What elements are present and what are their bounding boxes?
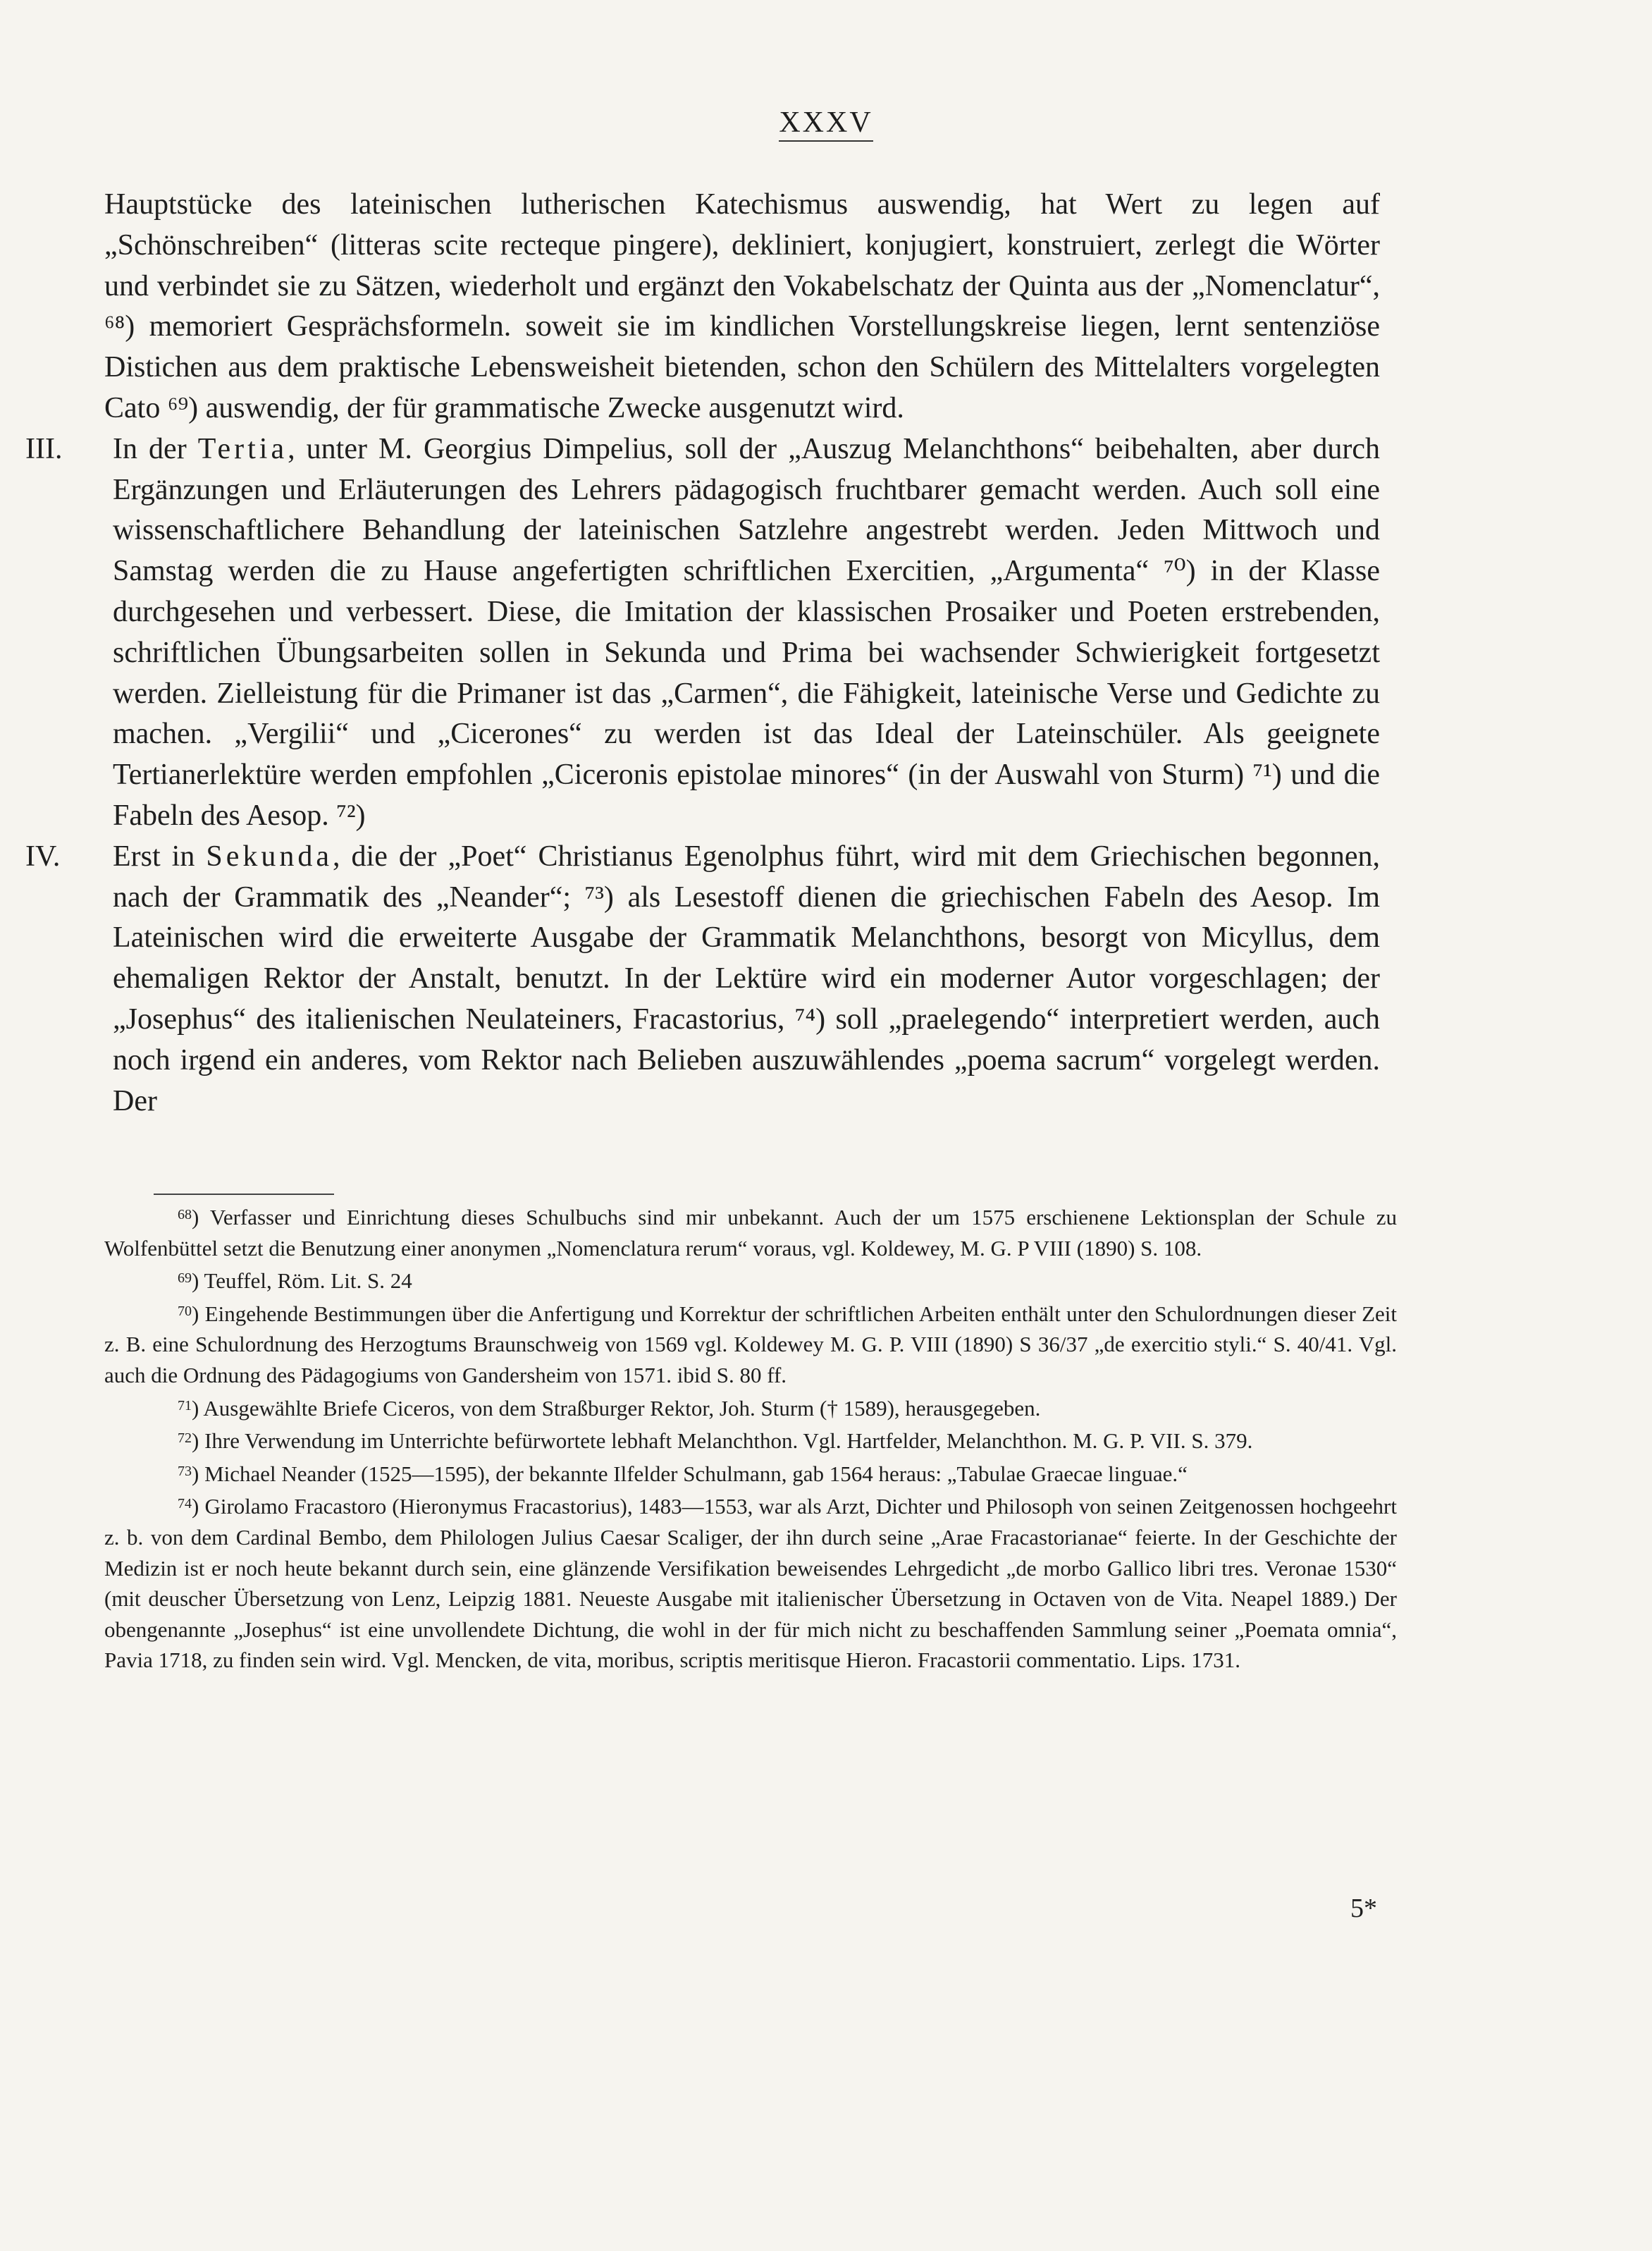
section-iii-lead: In der: [113, 432, 187, 465]
footnote-text: Michael Neander (1525—1595), der bekannte Ilfelder Schulmann, gab 1564 heraus: „Tabulae Graecae linguae.“: [204, 1461, 1188, 1486]
signature-mark: 5*: [1350, 1894, 1377, 1923]
footnote-number: 70: [178, 1303, 192, 1319]
section-numeral-iv: IV.: [25, 840, 61, 873]
footnote-text: Teuffel, Röm. Lit. S. 24: [204, 1268, 412, 1294]
footnote-69: $^{69}$) Teuffel, Röm. Lit. S. 24: [178, 1268, 412, 1294]
footnote-number: 74: [178, 1496, 192, 1512]
footnote-text: Ausgewählte Briefe Ciceros, von dem Straßburger Rektor, Joh. Sturm († 1589), herausgegeben.: [203, 1395, 1041, 1421]
section-iv-text: , die der „Poet“ Christianus Egenolphus führt, wird mit dem Griechischen begonnen, nach der Grammatik des „Neander“; ⁷³) als Lesestoff dienen die griechischen Fabeln des Aesop. Im Lateinischen wird die erweiterte Ausgabe der Grammatik Melanchthons, besorgt von Micyllus, dem ehemaligen Rektor der Anstalt, benutzt. In der Lektüre wird ein moderner Autor vorgeschlagen; der „Josephus“ des italienischen Neulateiners, Fracastorius, ⁷⁴) soll „praelegendo“ interpretiert werden, auch noch irgend ein anderes, vom Rektor nach Belieben auszuwählendes „poema sacrum“ vorgelegt werden. Der: [113, 840, 1380, 1117]
footnote-number: 71: [178, 1397, 192, 1413]
footnotes: [104, 1200, 1397, 1676]
footnote-number: 72: [178, 1430, 192, 1447]
page-number: XXXV: [779, 106, 873, 142]
footnote-text: Girolamo Fracastoro (Hieronymus Fracastorius), 1483—1553, war als Arzt, Dichter und Philosoph von seinen Zeitgenossen hochgeehrt z. b. von dem Cardinal Bembo, dem Philologen Julius Caesar Scaliger, der ihn durch seine „Arae Fracastorianae“ feierte. In der Geschichte der Medizin ist er noch heute bekannt durch sein, eine glänzende Versifikation beweisendes Lehrgedicht „de morbo Gallico libri tres. Veronae 1530“ (mit deuscher Übersetzung von Lenz, Leipzig 1881. Neueste Ausgabe mit italienischer Übersetzung in Octaven von de Vita. Neapel 1889.) Der obengenannte „Josephus“ ist eine unvollendete Dichtung, die wohl in der für mich nicht zu beschaffenden Sammlung seiner „Poemata omnia“, Pavia 1718, zu finden sein wird. Vgl. Mencken, de vita, moribus, scriptis meritisque Hieron. Fracastorii commentatio. Lips. 1731.: [104, 1494, 1397, 1673]
class-name-tertia: Tertia: [197, 432, 288, 465]
section-iv-lead: Erst in: [113, 840, 195, 873]
section-numeral-iii: III.: [25, 432, 63, 465]
section-iv: [25, 837, 1380, 1122]
footnote-rule: [154, 1194, 334, 1195]
section-iii-text: , unter M. Georgius Dimpelius, soll der „Auszug Melanchthons“ beibehalten, aber durch Ergänzungen und Erläuterungen des Lehrers pädagogisch fruchtbarer gemacht werden. Auch soll eine wissenschaftlichere Behandlung der lateinischen Satzlehre angestrebt werden. Jeden Mittwoch und Samstag werden die zu Hause angefertigten schriftlichen Exercitien, „Argumenta“ ⁷⁰) in der Klasse durchgesehen und verbessert. Diese, die Imitation der klassischen Prosaiker und Poeten erstrebenden, schriftlichen Übungsarbeiten sollen in Sekunda und Prima bei wachsender Schwierigkeit fortgesetzt werden. Zielleistung für die Primaner ist das „Carmen“, die Fähigkeit, lateinische Verse und Gedichte zu machen. „Vergilii“ und „Cicerones“ zu werden ist das Ideal der Lateinschüler. Als geeignete Tertianerlektüre werden empfohlen „Ciceronis epistolae minores“ (in der Auswahl von Sturm) ⁷¹) und die Fabeln des Aesop. ⁷²): [113, 432, 1381, 832]
class-name-sekunda: Sekunda: [206, 840, 333, 873]
footnote-number: 69: [178, 1270, 192, 1287]
footnote-text: Ihre Verwendung im Unterrichte befürwortete lebhaft Melanchthon. Vgl. Hartfelder, Melanchthon. M. G. P. VII. S. 379.: [204, 1428, 1253, 1454]
footnote-text: Eingehende Bestimmungen über die Anfertigung und Korrektur der schriftlichen Arbeiten enthält unter den Schulordnungen dieser Zeit z. B. eine Schulordnung des Herzogtums Braunschweig von 1569 vgl. Koldewey M. G. P. VIII (1890) S 36/37 „de exercitio styli.“ S. 40/41. Vgl. auch die Ordnung des Pädagogiums von Gandersheim von 1571. ibid S. 80 ff.: [104, 1301, 1397, 1387]
footnote-72: $^{72}$) Ihre Verwendung im Unterrichte befürwortete lebhaft Melanchthon. Vgl. Hartfelder, Melanchthon. M. G. P. VII. S. 379.: [178, 1428, 1253, 1454]
footnote-73: $^{73}$) Michael Neander (1525—1595), der bekannte Ilfelder Schulmann, gab 1564 heraus: „Tabulae Graecae linguae.“: [178, 1461, 1188, 1486]
footnote-number: 68: [178, 1207, 192, 1222]
footnote-74: $^{74}$) Girolamo Fracastoro (Hieronymus Fracastorius), 1483—1553, war als Arzt, Dichter und Philosoph von seinen Zeitgenossen hochgeehrt z. b. von dem Cardinal Bembo, dem Philologen Julius Caesar Scaliger, der ihn durch seine „Arae Fracastorianae“ feierte. In der Geschichte der Medizin ist er noch heute bekannt durch sein, eine glänzende Versifikation beweisendes Lehrgedicht „de morbo Gallico libri tres. Veronae 1530“ (mit deuscher Übersetzung von Lenz, Leipzig 1881. Neueste Ausgabe mit italienischer Übersetzung in Octaven von de Vita. Neapel 1889.) Der obengenannte „Josephus“ ist eine unvollendete Dichtung, die wohl in der für mich nicht zu beschaffenden Sammlung seiner „Poemata omnia“, Pavia 1718, zu finden sein wird. Vgl. Mencken, de vita, moribus, scriptis meritisque Hieron. Fracastorii commentatio. Lips. 1731.: [104, 1494, 1397, 1673]
footnote-68: $^{68}$) Verfasser und Einrichtung dieses Schulbuchs sind mir unbekannt. Auch der um 1575 erschienene Lektionsplan der Schule zu Wolfenbüttel setzt die Benutzung einer anonymen „Nomenclatura rerum“ voraus, vgl. Koldewey, M. G. P VIII (1890) S. 108.: [104, 1205, 1398, 1261]
footnote-70: $^{70}$) Eingehende Bestimmungen über die Anfertigung und Korrektur der schriftlichen Arbeiten enthält unter den Schulordnungen dieser Zeit z. B. eine Schulordnung des Herzogtums Braunschweig von 1569 vgl. Koldewey M. G. P. VIII (1890) S 36/37 „de exercitio styli.“ S. 40/41. Vgl. auch die Ordnung des Pädagogiums von Gandersheim von 1571. ibid S. 80 ff.: [104, 1301, 1397, 1387]
main-text: [25, 185, 1381, 1122]
section-iii: [25, 429, 1381, 837]
page-header: [0, 106, 1652, 140]
paragraph-intro: Hauptstücke des lateinischen lutherischen Katechismus auswendig, hat Wert zu legen auf „Schönschreiben“ (litteras scite recteque pingere), dekliniert, konjugiert, konstruiert, zerlegt die Wörter und verbindet sie zu Sätzen, wiederholt und ergänzt den Vokabelschatz der Quinta aus der „Nomenclatur“, ⁶⁸) memoriert Gesprächsformeln. soweit sie im kindlichen Vorstellungskreise liegen, lernt sentenziöse Distichen aus dem praktische Lebensweisheit bietenden, schon den Schülern des Mittelalters vorgelegten Cato ⁶⁹) auswendig, der für grammatische Zwecke ausgenutzt wird.: [104, 188, 1380, 424]
footnote-number: 73: [178, 1463, 192, 1479]
footnote-text: Verfasser und Einrichtung dieses Schulbuchs sind mir unbekannt. Auch der um 1575 erschienene Lektionsplan der Schule zu Wolfenbüttel setzt die Benutzung einer anonymen „Nomenclatura rerum“ voraus, vgl. Koldewey, M. G. P VIII (1890) S. 108.: [104, 1205, 1398, 1261]
footnote-71: $^{71}$) Ausgewählte Briefe Ciceros, von dem Straßburger Rektor, Joh. Sturm († 1589), herausgegeben.: [178, 1395, 1041, 1421]
